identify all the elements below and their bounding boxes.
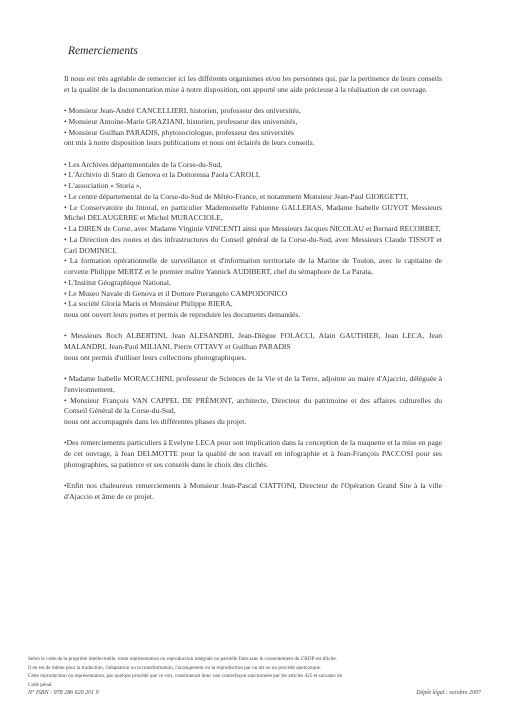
legal-line: Il en est de même pour la traduction, l'adaptation ou la transformation, l'arrangement ou la reproduction par un art ou un procédé quelconque. <box>28 664 322 671</box>
list-item: • La formation opérationnelle de surveillance et d'information territoriale de la Marine de Toulon, avec le capitaine de corvette Philippe MERTZ et le premier maître Yannick AUDIBERT, chef du sémaphore de La Parata, <box>64 256 442 276</box>
list-item: •Des remerciements particuliers à Evelyne LECA pour son implication dans la conception de la maquette et la mise en page de cet ouvrage, à Jean DELMOTTE pour la qualité de son travail en infographie et à Jean-François PACCOSI pour ses photographies, sa patience et ses conseils dans le choix des clichés. <box>64 438 442 469</box>
list-item: • Monsieur Jean-André CANCELLIERI, historien, professeur des universités, <box>64 106 301 115</box>
list-item: nous ont permis d'utiliser leurs collections photographiques. <box>64 352 247 362</box>
list-item: nous ont ouvert leurs portes et permis de reproduire les documents demandés. <box>64 310 301 319</box>
list-item: • Messieurs Roch ALBERTINI, Jean ALESANDRI, Jean-Diègue FOLACCI, Alain GAUTHIER, Jean LECA, Jean MALANDRI, Jean-Paul MILIANI, Pierre OTTAVY et Guilhan PARADIS <box>64 331 442 351</box>
legal-notice <box>28 655 483 689</box>
list-item: • La Direction des routes et des infrastructures du Conseil général de la Corse-du-Sud, avec Messieurs Claude TISSOT et Carl DOMINICI, <box>64 234 442 255</box>
legal-line: Code pénal. <box>28 681 53 688</box>
list-item: • Le centre départemental de la Corse-du-Sud de Météo-France, et notamment Monsieur Jean-Paul GIORGETTI, <box>64 191 409 201</box>
list-item: • La DIREN de Corse, avec Madame Virginie VINCENTI ainsi que Messieurs Jacques NICOLAU et Bernard RECORBET, <box>64 224 441 233</box>
list-item: nous ont accompagnés dans les différentes phases du projet. <box>64 417 247 426</box>
list-item: • Monsieur Antoine-Marie GRAZIANI, historien, professeur des universités, <box>64 116 298 126</box>
page-title: Remerciements <box>68 45 138 57</box>
legal-line: Cette reproduction ou représentation, par quelque procédé que ce soit, constituerait donc une contrefaçon sanctionnée par les articles 425 et suivants du <box>28 673 343 680</box>
list-item: •Enfin nos chaleureux remerciements à Monsieur Jean-Pascal CIATTONI, Directeur de l'Opération Grand Site à la ville d'Ajaccio et âme de ce projet. <box>64 481 442 501</box>
list-item: • L'Archivio di Stato di Genova et la Dottoressa Paola CAROLI, <box>64 170 261 180</box>
list-item: • Madame Isabelle MORACCHINI, professeur de Sciences de la Vie et de la Terre, adjointe au maire d'Ajaccio, déléguée à l'environnement, <box>64 374 442 394</box>
isbn-number: N° ISBN : 978 286 620 201 9 <box>28 690 99 696</box>
block-project-partners <box>64 374 442 428</box>
legal-deposit-date: Dépôt légal : octobre 2007 <box>416 690 481 696</box>
list-item: • La société Gloria Maris et Monsieur Philippe RIERA, <box>64 299 233 309</box>
legal-line: Selon le code de la propriété intellectuelle, toute représentation ou reproduction intégrale ou partielle faite sans le consentement du CRDP est illicite. <box>28 656 338 662</box>
list-item: ont mis à notre disposition leurs publications et nous ont éclairés de leurs conseils. <box>64 138 315 148</box>
list-item: • Les Archives départementales de la Corse-du-Sud, <box>64 159 223 169</box>
acknowledgements-body <box>64 74 442 513</box>
block-special-thanks <box>64 438 442 470</box>
list-item: • L'Institut Géographique National, <box>64 277 171 287</box>
intro-paragraph: Il nous est très agréable de remercier ici les différents organismes et/ou les personnes qui, par la pertinence de leurs conseils et la qualité de la documentation mise à notre disposition, ont apporté une aide précieuse à la réalisation de cet ouvrage. <box>64 74 442 94</box>
block-final-thanks <box>64 481 442 503</box>
block-photographers <box>64 331 442 363</box>
list-item: • Monsieur François VAN CAPPEL DE PRÉMONT, architecte, Directeur du patrimoine et des affaires culturelles du Conseil Général de la Corse-du-Sud, <box>64 395 442 416</box>
list-item: • Le Conservatoire du littoral, en particulier Mademoiselle Fabienne GALLERAS, Madame Isabelle GUYOT Messieurs Michel DELAUGERRE et Michel MURACCIOLE, <box>64 202 442 223</box>
block-historians <box>64 106 442 149</box>
list-item: • L'association « Storia », <box>64 181 142 190</box>
list-item: • Monsieur Guilhan PARADIS, phytosociologue, professeur des universités <box>64 127 294 137</box>
list-item: • Le Museo Navale di Genova et il Dottore Pierangelo CAMPODONICO <box>64 288 288 298</box>
block-institutions <box>64 160 442 321</box>
